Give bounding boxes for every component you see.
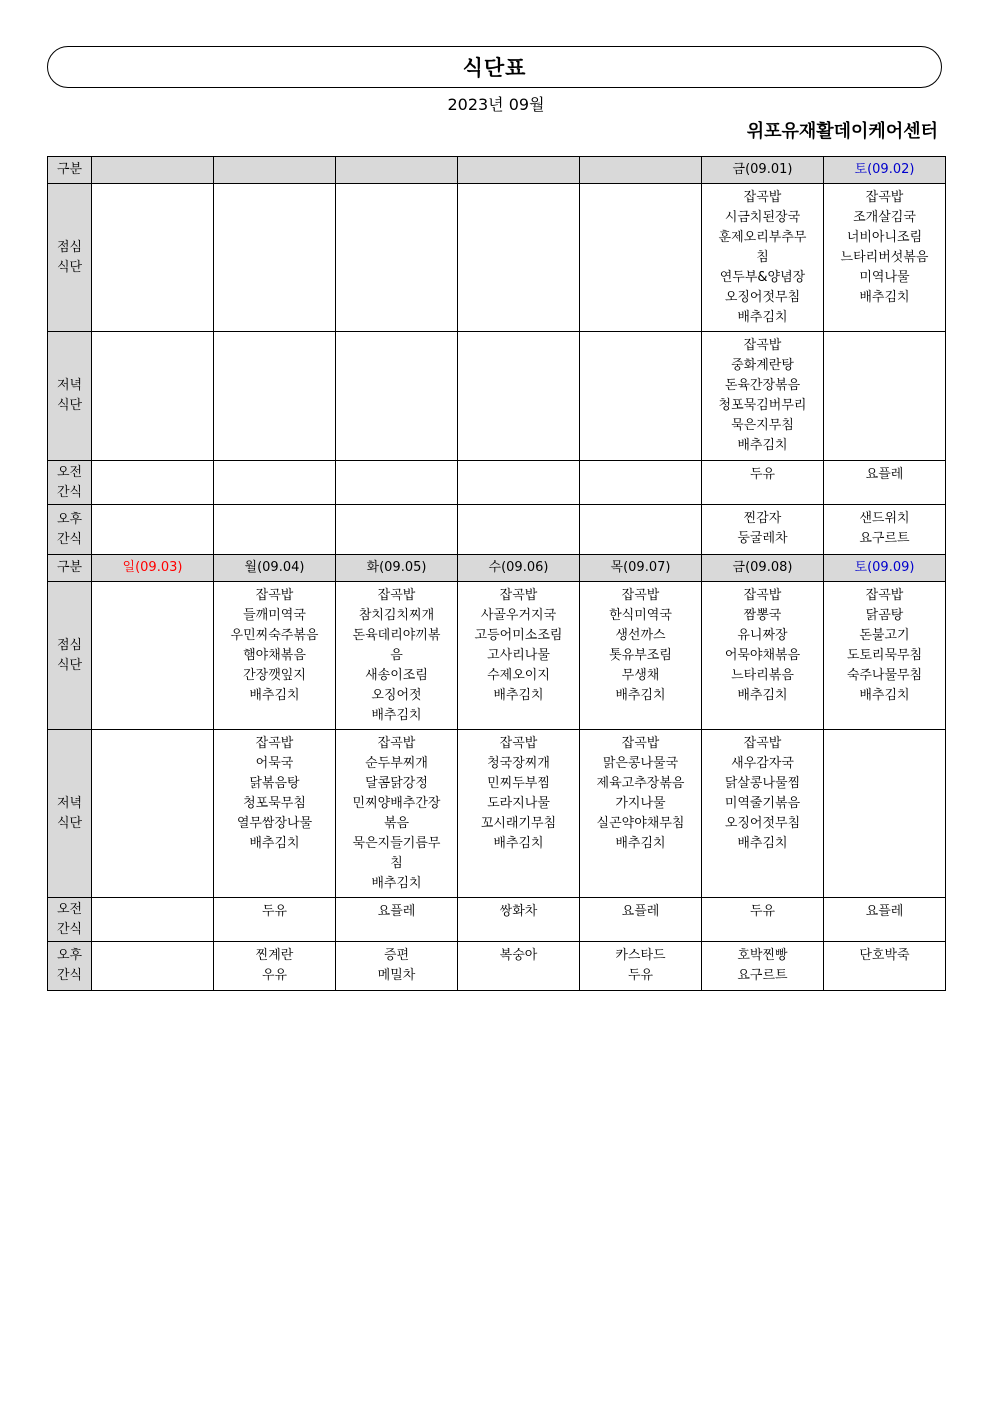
menu-item: 음 (390, 648, 403, 663)
menu-item: 사골우거지국 (480, 608, 557, 623)
menu-item: 잡곡밥 (865, 190, 904, 205)
menu-item: 복숭아 (499, 948, 538, 963)
menu-cell (702, 898, 824, 942)
menu-cell (580, 898, 702, 942)
menu-item: 열무쌈장나물 (236, 816, 313, 831)
menu-item: 청포묵무침 (243, 796, 306, 811)
menu-item: 수제오이지 (487, 668, 550, 683)
menu-items (458, 898, 579, 922)
menu-cell (458, 461, 580, 505)
date-cell (336, 157, 458, 184)
menu-cell (336, 582, 458, 730)
menu-item: 참치김치찌개 (358, 608, 435, 623)
menu-item: 증편 (383, 948, 410, 963)
menu-item: 새우감자국 (731, 756, 794, 771)
menu-item: 침 (390, 856, 403, 871)
menu-items (580, 730, 701, 854)
menu-cell (702, 582, 824, 730)
menu-item: 훈제오리부추무 (718, 230, 807, 245)
menu-item: 요구르트 (737, 968, 788, 983)
lunch-row (48, 582, 946, 730)
menu-item: 배추김치 (859, 290, 910, 305)
menu-item: 잡곡밥 (255, 736, 294, 751)
menu-item: 잡곡밥 (743, 190, 782, 205)
menu-cell (824, 461, 946, 505)
menu-items (702, 582, 823, 706)
menu-items (336, 942, 457, 986)
row-label-text: 간식 (56, 921, 83, 937)
menu-item: 잡곡밥 (621, 588, 660, 603)
menu-item: 묵은지들기름무 (352, 836, 441, 851)
menu-item: 청포묵김버무리 (718, 398, 807, 413)
menu-item: 배추김치 (493, 688, 544, 703)
menu-cell (824, 942, 946, 991)
menu-items (336, 582, 457, 726)
week-header-row (48, 555, 946, 582)
menu-item: 배추김치 (737, 310, 788, 325)
dinner-row (48, 730, 946, 898)
date-label: 수(09.06) (488, 560, 549, 575)
menu-item: 가지나물 (615, 796, 666, 811)
menu-cell (214, 942, 336, 991)
row-label (48, 898, 92, 942)
row-label-text: 오전 (56, 464, 83, 480)
meal-table (47, 156, 946, 991)
menu-cell (458, 898, 580, 942)
menu-cell (458, 505, 580, 555)
menu-item: 생선까스 (615, 628, 666, 643)
menu-item: 한식미역국 (609, 608, 672, 623)
menu-item: 청국장찌개 (487, 756, 550, 771)
menu-item: 오징어젓 (371, 688, 422, 703)
menu-item: 배추김치 (737, 836, 788, 851)
menu-item: 조개살김국 (853, 210, 916, 225)
row-label-text: 식단 (56, 398, 83, 413)
menu-items (458, 730, 579, 854)
menu-item: 어묵국 (255, 756, 294, 771)
date-cell (458, 555, 580, 582)
menu-item: 배추김치 (615, 688, 666, 703)
menu-item: 잡곡밥 (621, 736, 660, 751)
menu-items (702, 730, 823, 854)
row-label (48, 184, 92, 332)
menu-cell (824, 582, 946, 730)
menu-item: 닭살콩나물찜 (724, 776, 801, 791)
menu-item: 햄야채볶음 (243, 648, 306, 663)
menu-item: 제육고추장볶음 (596, 776, 685, 791)
date-cell (92, 555, 214, 582)
row-label-text: 저녁 (56, 795, 83, 811)
menu-cell (92, 898, 214, 942)
menu-item: 두유 (749, 904, 776, 919)
row-label-text: 식단 (56, 259, 83, 275)
menu-items (824, 461, 945, 485)
menu-item: 둥굴레차 (737, 531, 788, 546)
row-label (48, 730, 92, 898)
menu-item: 미역줄기볶음 (724, 796, 801, 811)
menu-item: 유니짜장 (737, 628, 788, 643)
menu-cell (580, 942, 702, 991)
menu-item: 숙주나물무침 (846, 668, 923, 683)
menu-cell (824, 332, 946, 461)
menu-cell (824, 730, 946, 898)
menu-item: 요플레 (865, 467, 904, 482)
menu-item: 잡곡밥 (743, 588, 782, 603)
menu-item: 배추김치 (371, 876, 422, 891)
menu-items (458, 582, 579, 706)
menu-item: 배추김치 (859, 688, 910, 703)
menu-item: 연두부&양념장 (719, 270, 806, 285)
date-label: 토(09.09) (854, 560, 915, 575)
menu-items (580, 582, 701, 706)
menu-cell (92, 582, 214, 730)
am-snack-row (48, 898, 946, 942)
menu-item: 잡곡밥 (499, 588, 538, 603)
menu-items (702, 505, 823, 549)
menu-items (214, 730, 335, 854)
row-label-text: 식단 (56, 657, 83, 673)
menu-item: 돈육데리야끼볶 (352, 628, 441, 643)
menu-cell (458, 332, 580, 461)
date-cell (702, 157, 824, 184)
menu-cell (702, 184, 824, 332)
menu-item: 중화계란탕 (731, 358, 794, 373)
row-label (48, 582, 92, 730)
menu-cell (92, 730, 214, 898)
row-label-text: 점심 (56, 637, 83, 653)
menu-item: 찐감자 (743, 511, 782, 526)
menu-item: 배추김치 (371, 708, 422, 723)
row-label-text: 오후 (56, 948, 83, 963)
menu-item: 우유 (261, 968, 288, 983)
menu-item: 잡곡밥 (865, 588, 904, 603)
menu-items (824, 505, 945, 549)
date-cell (824, 157, 946, 184)
menu-cell (92, 332, 214, 461)
menu-item: 쌍화차 (499, 904, 538, 919)
menu-cell (336, 461, 458, 505)
menu-cell (702, 730, 824, 898)
menu-item: 톳유부조림 (609, 648, 672, 663)
row-label-text: 점심 (56, 239, 83, 255)
menu-item: 돈육간장볶음 (724, 378, 801, 393)
menu-item: 요구르트 (859, 531, 910, 546)
menu-item: 오징어젓무침 (724, 816, 801, 831)
pm-snack-row (48, 505, 946, 555)
row-label-header: 구분 (48, 157, 92, 184)
am-snack-row (48, 461, 946, 505)
menu-item: 들깨미역국 (243, 608, 306, 623)
menu-item: 두유 (627, 968, 654, 983)
menu-cell (336, 184, 458, 332)
row-label-text: 저녁 (56, 378, 83, 393)
menu-items (214, 898, 335, 922)
date-cell (214, 157, 336, 184)
date-label: 금(09.08) (732, 560, 793, 575)
page-title: 식단표 (462, 56, 527, 80)
menu-items (702, 942, 823, 986)
menu-item: 민찌양배추간장 (352, 796, 441, 811)
menu-cell (92, 184, 214, 332)
menu-item: 잡곡밥 (743, 736, 782, 751)
menu-cell (214, 730, 336, 898)
menu-items (458, 942, 579, 966)
menu-items (824, 582, 945, 706)
row-label-text: 오후 (56, 511, 83, 527)
menu-item: 도토리묵무침 (846, 648, 923, 663)
menu-cell (702, 461, 824, 505)
menu-items (702, 184, 823, 328)
menu-item: 돈불고기 (859, 628, 910, 643)
date-cell (702, 555, 824, 582)
menu-item: 우민찌숙주볶음 (230, 628, 319, 643)
menu-items (580, 898, 701, 922)
menu-items (336, 730, 457, 894)
menu-cell (92, 461, 214, 505)
menu-cell (702, 332, 824, 461)
row-label (48, 505, 92, 555)
date-label: 일(09.03) (122, 560, 183, 575)
menu-cell (702, 505, 824, 555)
menu-item: 잡곡밥 (499, 736, 538, 751)
row-label-text: 식단 (56, 815, 83, 831)
menu-items (824, 942, 945, 966)
row-label (48, 461, 92, 505)
menu-item: 배추김치 (615, 836, 666, 851)
menu-cell (824, 898, 946, 942)
menu-cell (92, 942, 214, 991)
menu-items (702, 898, 823, 922)
menu-item: 어묵야채볶음 (724, 648, 801, 663)
menu-item: 너비아니조림 (846, 230, 923, 245)
menu-item: 묵은지무침 (731, 418, 794, 433)
menu-item: 민찌두부찜 (487, 776, 550, 791)
menu-item: 메밀차 (377, 968, 416, 983)
menu-cell (702, 942, 824, 991)
menu-items (580, 942, 701, 986)
menu-item: 배추김치 (493, 836, 544, 851)
menu-item: 호박찐빵 (737, 948, 788, 963)
menu-item: 두유 (261, 904, 288, 919)
menu-item: 고등어미소조림 (474, 628, 563, 643)
menu-cell (214, 582, 336, 730)
menu-item: 찐계란 (255, 948, 294, 963)
menu-cell (580, 332, 702, 461)
row-label-text: 간식 (56, 484, 83, 500)
menu-cell (336, 332, 458, 461)
menu-item: 실곤약야채무침 (596, 816, 685, 831)
menu-item: 배추김치 (737, 438, 788, 453)
menu-cell (580, 730, 702, 898)
date-label: 목(09.07) (610, 560, 671, 575)
menu-item: 달콤닭강정 (365, 776, 428, 791)
menu-cell (824, 184, 946, 332)
menu-item: 요플레 (865, 904, 904, 919)
menu-item: 잡곡밥 (255, 588, 294, 603)
date-cell (580, 555, 702, 582)
menu-cell (458, 184, 580, 332)
title-box (47, 46, 942, 88)
menu-items (702, 332, 823, 456)
center-name: 위포유재활데이케어센터 (746, 121, 938, 142)
menu-items (336, 898, 457, 922)
menu-item: 카스타드 (615, 948, 666, 963)
menu-item: 오징어젓무침 (724, 290, 801, 305)
row-label-text: 오전 (56, 901, 83, 917)
menu-item: 닭곰탕 (865, 608, 904, 623)
pm-snack-row (48, 942, 946, 991)
row-label-text: 간식 (56, 531, 83, 547)
menu-item: 느타리볶음 (731, 668, 794, 683)
menu-items (824, 184, 945, 308)
menu-item: 미역나물 (859, 270, 910, 285)
menu-item: 볶음 (383, 816, 410, 831)
menu-items (824, 898, 945, 922)
row-label (48, 332, 92, 461)
menu-item: 새송이조림 (365, 668, 428, 683)
menu-cell (214, 184, 336, 332)
date-cell (92, 157, 214, 184)
date-label: 금(09.01) (732, 162, 793, 177)
menu-items (214, 942, 335, 986)
menu-item: 느타리버섯볶음 (840, 250, 929, 265)
date-cell (824, 555, 946, 582)
menu-item: 잡곡밥 (743, 338, 782, 353)
date-cell (458, 157, 580, 184)
menu-cell (92, 505, 214, 555)
date-label: 월(09.04) (244, 560, 305, 575)
menu-item: 배추김치 (249, 836, 300, 851)
menu-item: 도라지나물 (487, 796, 550, 811)
menu-cell (458, 582, 580, 730)
date-label: 화(09.05) (366, 560, 427, 575)
menu-cell (580, 582, 702, 730)
date-cell (580, 157, 702, 184)
menu-cell (214, 505, 336, 555)
menu-cell (214, 461, 336, 505)
menu-item: 침 (756, 250, 769, 265)
menu-item: 요플레 (621, 904, 660, 919)
menu-item: 맑은콩나물국 (602, 756, 679, 771)
menu-item: 요플레 (377, 904, 416, 919)
date-cell (336, 555, 458, 582)
menu-item: 고사리나물 (487, 648, 550, 663)
row-label (48, 942, 92, 991)
menu-cell (458, 730, 580, 898)
menu-cell (336, 942, 458, 991)
menu-items (214, 582, 335, 706)
menu-cell (214, 898, 336, 942)
menu-item: 무생채 (621, 668, 660, 683)
menu-item: 짬뽕국 (743, 608, 782, 623)
menu-cell (336, 730, 458, 898)
menu-item: 두유 (749, 467, 776, 482)
menu-cell (580, 505, 702, 555)
menu-item: 단호박죽 (859, 948, 910, 963)
menu-item: 시금치된장국 (724, 210, 801, 225)
menu-item: 배추김치 (737, 688, 788, 703)
month-label: 2023년 09월 (447, 95, 545, 114)
menu-item: 샌드위치 (859, 511, 910, 526)
menu-items (702, 461, 823, 485)
menu-cell (336, 505, 458, 555)
date-label: 토(09.02) (854, 162, 915, 177)
dinner-row (48, 332, 946, 461)
menu-cell (824, 505, 946, 555)
menu-item: 닭볶음탕 (249, 776, 300, 791)
menu-item: 간장깻잎지 (243, 668, 306, 683)
menu-item: 잡곡밥 (377, 588, 416, 603)
menu-item: 꼬시래기무침 (480, 816, 557, 831)
menu-item: 배추김치 (249, 688, 300, 703)
menu-cell (580, 461, 702, 505)
meal-table-body (48, 157, 946, 991)
menu-cell (336, 898, 458, 942)
menu-cell (214, 332, 336, 461)
menu-cell (458, 942, 580, 991)
menu-item: 순두부찌개 (365, 756, 428, 771)
date-cell (214, 555, 336, 582)
row-label-header: 구분 (48, 555, 92, 582)
week-header-row (48, 157, 946, 184)
menu-item: 잡곡밥 (377, 736, 416, 751)
menu-cell (580, 184, 702, 332)
row-label-text: 간식 (56, 968, 83, 983)
lunch-row (48, 184, 946, 332)
